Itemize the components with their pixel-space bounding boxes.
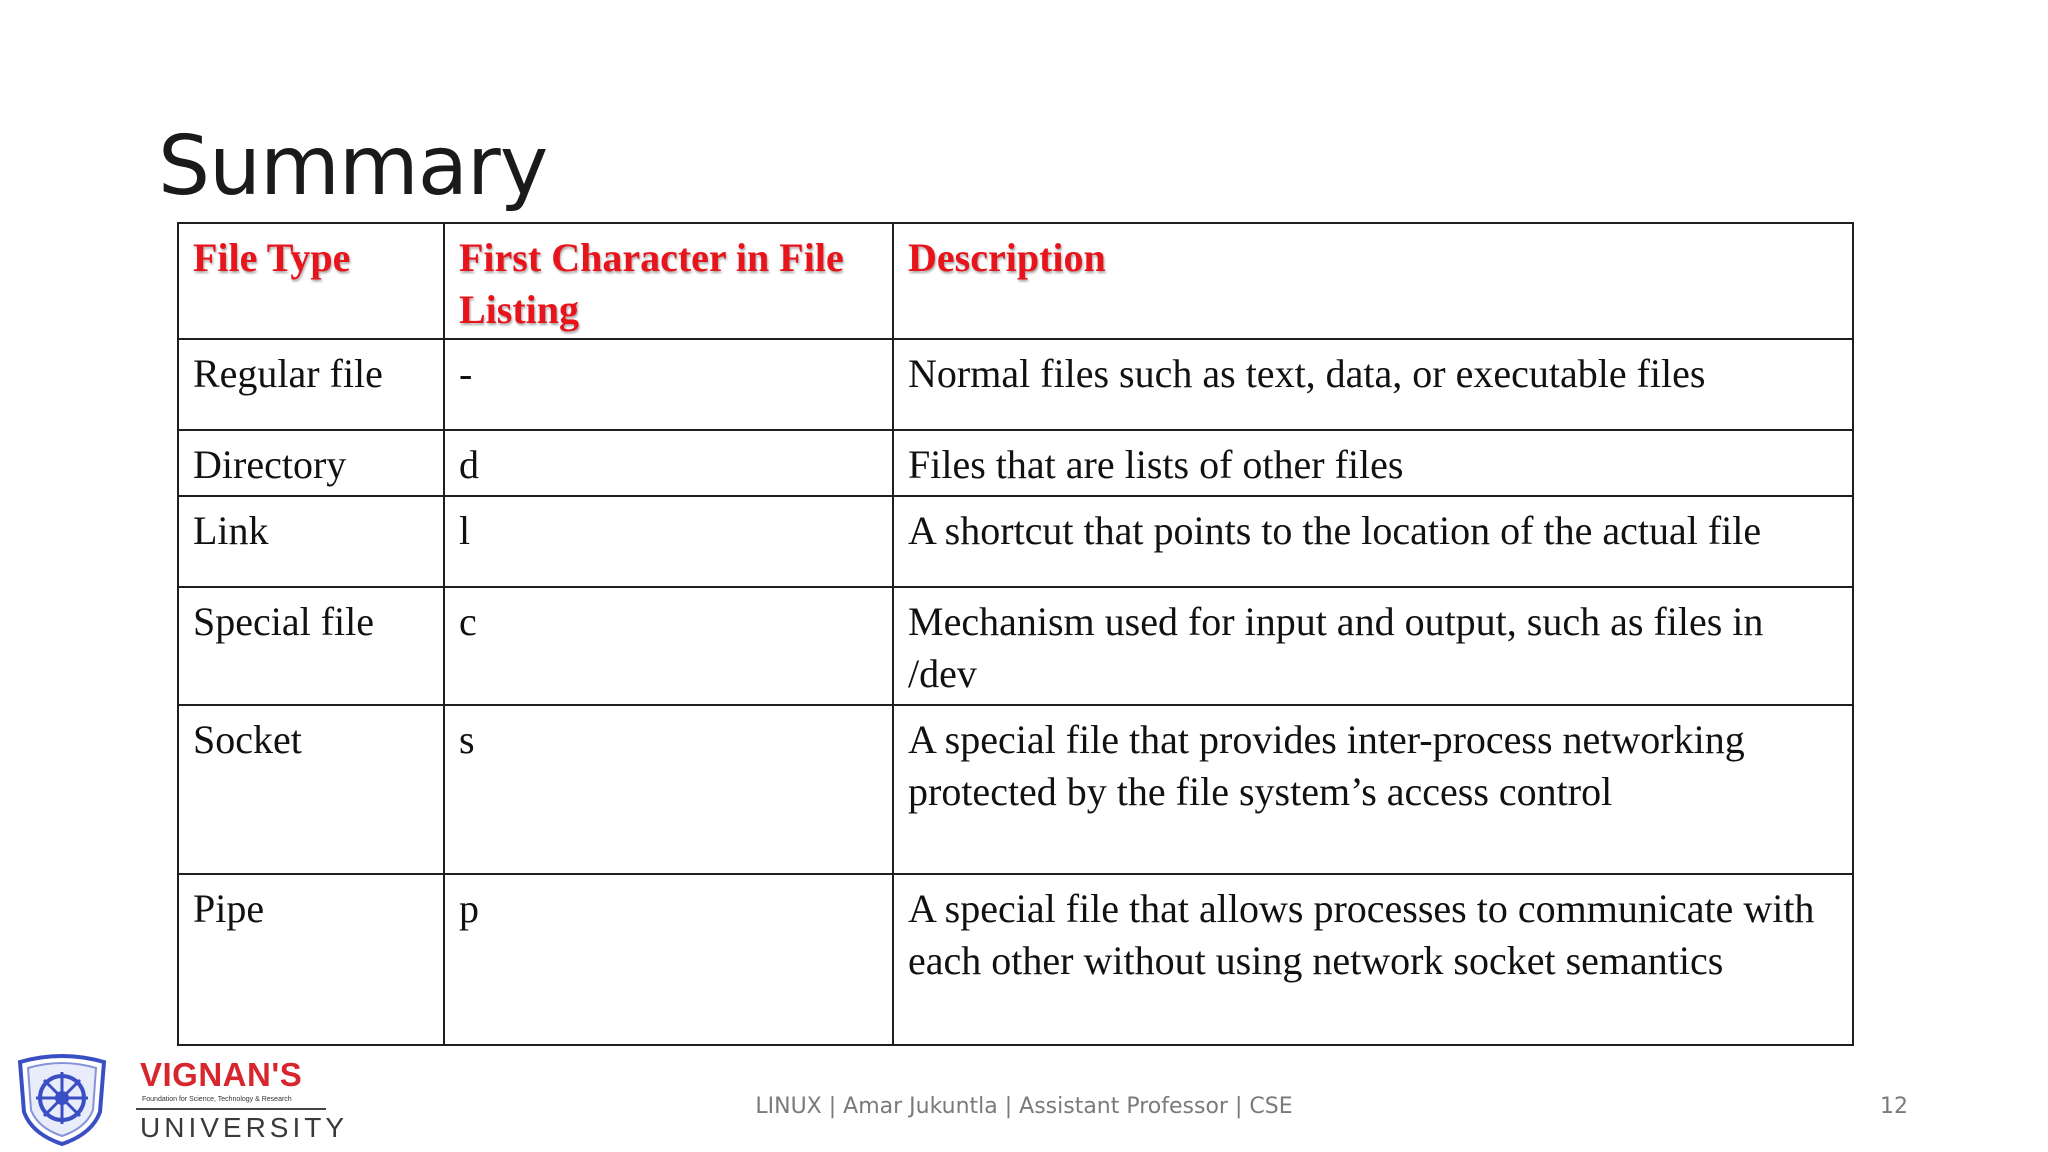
logo-tagline: Foundation for Science, Technology & Research xyxy=(142,1096,292,1103)
header-first-character: First Character in File Listing xyxy=(444,223,893,339)
table-row xyxy=(178,705,1853,874)
table-row xyxy=(178,874,1853,1045)
cell-description: Files that are lists of other files xyxy=(893,430,1853,496)
cell-first-character: p xyxy=(444,874,893,1045)
header-file-type: File Type xyxy=(178,223,444,339)
table-row xyxy=(178,496,1853,587)
cell-first-character: s xyxy=(444,705,893,874)
cell-first-character: c xyxy=(444,587,893,705)
cell-file-type: Link xyxy=(178,496,444,587)
cell-description: Mechanism used for input and output, such as files in /dev xyxy=(893,587,1853,705)
slide-footer: LINUX | Amar Jukuntla | Assistant Professor | CSE xyxy=(755,1094,1293,1119)
cell-description: A special file that allows processes to communicate with each other without using network socket semantics xyxy=(893,874,1853,1045)
cell-file-type: Socket xyxy=(178,705,444,874)
cell-description: A special file that provides inter-process networking protected by the file system’s access control xyxy=(893,705,1853,874)
table-header-row xyxy=(178,223,1853,339)
table-row xyxy=(178,430,1853,496)
header-description: Description xyxy=(893,223,1853,339)
logo-subtitle: UNIVERSITY xyxy=(140,1112,349,1143)
cell-first-character: d xyxy=(444,430,893,496)
page-number: 12 xyxy=(1880,1094,1908,1119)
cell-description: A shortcut that points to the location of the actual file xyxy=(893,496,1853,587)
cell-description: Normal files such as text, data, or executable files xyxy=(893,339,1853,430)
cell-file-type: Directory xyxy=(178,430,444,496)
cell-first-character: l xyxy=(444,496,893,587)
logo-name: VIGNAN'S xyxy=(140,1056,303,1093)
summary-table xyxy=(177,222,1854,1046)
table-row xyxy=(178,587,1853,705)
cell-file-type: Pipe xyxy=(178,874,444,1045)
cell-file-type: Regular file xyxy=(178,339,444,430)
cell-first-character: - xyxy=(444,339,893,430)
cell-file-type: Special file xyxy=(178,587,444,705)
table-row xyxy=(178,339,1853,430)
slide-title: Summary xyxy=(158,119,548,214)
